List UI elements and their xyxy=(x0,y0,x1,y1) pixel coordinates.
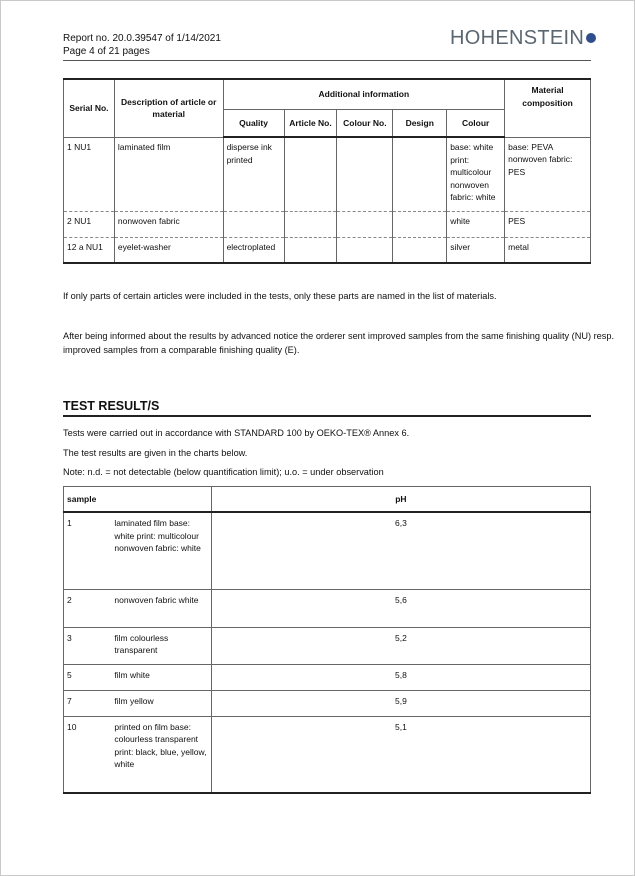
col-material: Material composition xyxy=(505,79,591,137)
cell-quality xyxy=(223,211,284,237)
sample-number: 2 xyxy=(64,589,112,627)
table-row xyxy=(64,211,591,237)
col-sample: sample xyxy=(64,487,212,513)
table-row xyxy=(64,716,591,793)
cell-colour: silver xyxy=(447,237,505,263)
cell-description: laminated film xyxy=(114,137,223,211)
cell-material: metal xyxy=(505,237,591,263)
parts-note: If only parts of certain articles were included in the tests, only these parts are named in the list of materials. xyxy=(63,291,497,301)
logo-text: HOHENSTEIN xyxy=(450,27,585,49)
col-article-no: Article No. xyxy=(284,109,337,137)
table-row xyxy=(64,137,591,211)
header-divider xyxy=(63,60,591,61)
ph-value: 5,2 xyxy=(211,627,590,664)
cell-article-no xyxy=(284,211,337,237)
col-serial: Serial No. xyxy=(64,79,115,137)
cell-design xyxy=(393,211,447,237)
cell-quality: electroplated xyxy=(223,237,284,263)
cell-material: PES xyxy=(505,211,591,237)
table-row xyxy=(64,690,591,716)
sample-description: film colourless transparent xyxy=(111,627,211,664)
cell-quality: disperse ink printed xyxy=(223,137,284,211)
cell-design xyxy=(393,137,447,211)
hohenstein-logo xyxy=(450,27,596,50)
col-colour-no: Colour No. xyxy=(337,109,393,137)
test-standard-line: Tests were carried out in accordance with STANDARD 100 by OEKO-TEX® Annex 6. xyxy=(63,428,410,438)
test-note-line: Note: n.d. = not detectable (below quantification limit); u.o. = under observation xyxy=(63,467,384,477)
cell-serial: 1 NU1 xyxy=(64,137,115,211)
cell-colour: white xyxy=(447,211,505,237)
sample-description: film white xyxy=(111,664,211,690)
page-number: Page 4 of 21 pages xyxy=(63,46,150,57)
cell-colour-no xyxy=(337,237,393,263)
ph-results-table xyxy=(63,486,591,794)
cell-colour-no xyxy=(337,137,393,211)
test-charts-line: The test results are given in the charts below. xyxy=(63,448,248,458)
col-quality: Quality xyxy=(223,109,284,137)
advance-note: After being informed about the results by advanced notice the orderer sent improved samples from the same finishing quality (NU) resp. improved samples from a comparable finishing quality (E). xyxy=(63,331,615,355)
materials-table xyxy=(63,78,591,264)
table-row xyxy=(64,627,591,664)
cell-description: eyelet-washer xyxy=(114,237,223,263)
cell-article-no xyxy=(284,237,337,263)
table-row xyxy=(64,589,591,627)
sample-number: 10 xyxy=(64,716,112,793)
col-colour: Colour xyxy=(447,109,505,137)
sample-number: 7 xyxy=(64,690,112,716)
sample-description: nonwoven fabric white xyxy=(111,589,211,627)
col-ph: pH xyxy=(211,487,590,513)
ph-value: 5,6 xyxy=(211,589,590,627)
sample-description: film yellow xyxy=(111,690,211,716)
ph-value: 5,9 xyxy=(211,690,590,716)
ph-value: 5,8 xyxy=(211,664,590,690)
logo-dot-icon xyxy=(586,33,596,43)
cell-article-no xyxy=(284,137,337,211)
sample-number: 1 xyxy=(64,512,112,589)
cell-colour-no xyxy=(337,211,393,237)
report-number: Report no. 20.0.39547 of 1/14/2021 xyxy=(63,33,221,44)
ph-value: 6,3 xyxy=(211,512,590,589)
col-additional: Additional information xyxy=(223,79,505,109)
cell-design xyxy=(393,237,447,263)
sample-description: printed on film base: colourless transparent print: black, blue, yellow, white xyxy=(111,716,211,793)
table-row xyxy=(64,512,591,589)
col-design: Design xyxy=(393,109,447,137)
ph-value: 5,1 xyxy=(211,716,590,793)
sample-description: laminated film base: white print: multicolour nonwoven fabric: white xyxy=(111,512,211,589)
cell-material: base: PEVA nonwoven fabric: PES xyxy=(505,137,591,211)
cell-colour: base: white print: multicolour nonwoven fabric: white xyxy=(447,137,505,211)
col-description: Description of article or material xyxy=(114,79,223,137)
cell-serial: 2 NU1 xyxy=(64,211,115,237)
test-results-title: TEST RESULT/S xyxy=(63,399,591,417)
sample-number: 3 xyxy=(64,627,112,664)
sample-number: 5 xyxy=(64,664,112,690)
table-row xyxy=(64,664,591,690)
cell-serial: 12 a NU1 xyxy=(64,237,115,263)
cell-description: nonwoven fabric xyxy=(114,211,223,237)
report-header xyxy=(63,32,221,58)
table-row xyxy=(64,237,591,263)
